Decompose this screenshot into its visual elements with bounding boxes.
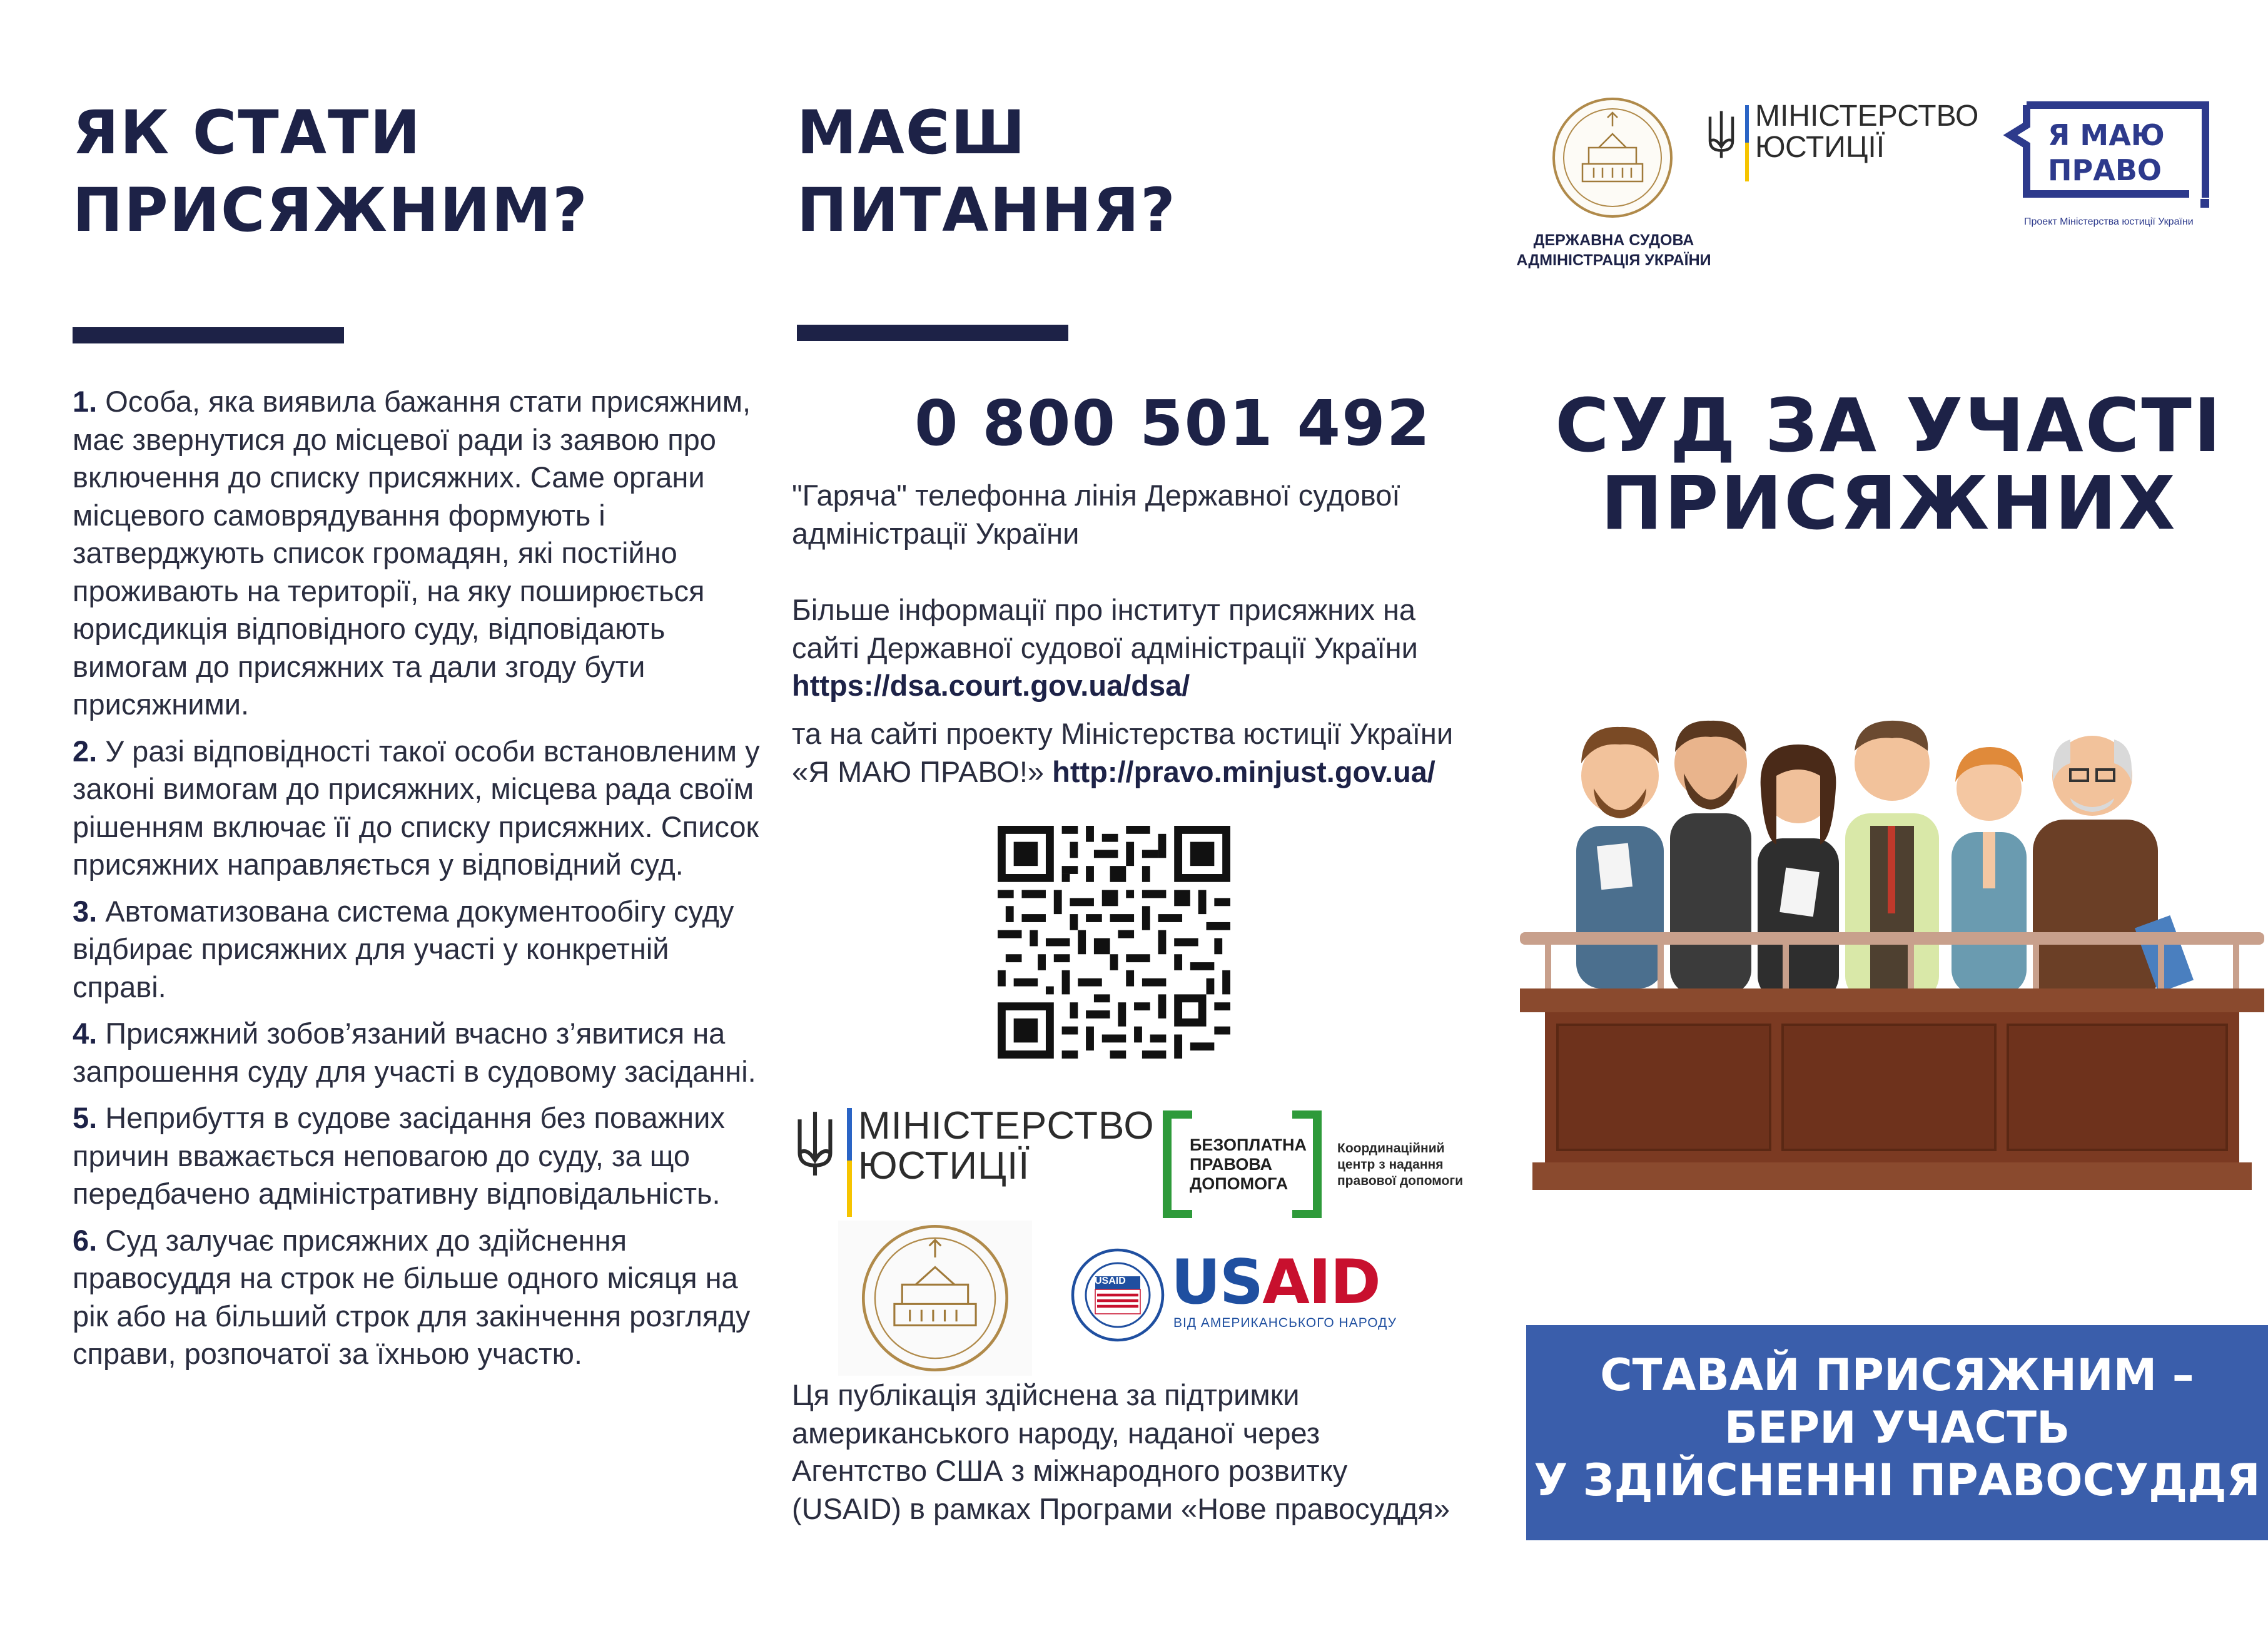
trident-icon xyxy=(1703,109,1740,160)
project-info-block: та на сайті проекту Міністерства юстиції України «Я МАЮ ПРАВО!» http://pravo.minjust.gov.ua/ xyxy=(792,717,1454,788)
minjust-logo-top xyxy=(1703,100,1984,181)
minjust-name-line2: ЮСТИЦІЇ xyxy=(858,1144,1030,1187)
list-item: 1. Особа, яка виявила бажання стати присяжним, має звернутися до місцевої ради із заявою про включення до списку присяжних. Саме органи місцевого самоврядування формують і затверджують список громадян, які постійно проживають на території, на яку поширюється юрисдикція відповідного суду, відповідають вимогам до присяжних та дали згоду бути присяжними. xyxy=(73,385,751,721)
legal-aid-caption: Координаційний центр з надання правової допомоги xyxy=(1337,1141,1463,1188)
dsa-seal-bottom-icon xyxy=(838,1220,1032,1376)
dsa-link[interactable]: https://dsa.court.gov.ua/dsa/ xyxy=(792,669,1190,702)
list-item: 5. Неприбуття в судове засідання без поважних причин вважається неповагою до суду, за що передбачено адміністративну відповідальність. xyxy=(73,1101,725,1210)
minjust-name-line1: МІНІСТЕРСТВО xyxy=(858,1104,1155,1147)
usaid-caption: ВІД АМЕРИКАНСЬКОГО НАРОДУ xyxy=(1173,1316,1397,1330)
more-info-block: Більше інформації про інститут присяжних на сайті Державної судової адміністрації України https://dsa.court.gov.ua/dsa/ xyxy=(792,591,1499,705)
hotline-phone[interactable]: 0 800 501 492 xyxy=(914,387,1432,460)
list-item: 4. Присяжний зобов’язаний вчасно з’явитися на запрошення суду для участі в судовому засіданні. xyxy=(73,1017,756,1088)
trident-icon xyxy=(789,1109,841,1178)
pravo-link[interactable]: http://pravo.minjust.gov.ua/ xyxy=(1052,755,1435,788)
middle-heading-line1: МАЄШ xyxy=(797,98,1026,168)
left-steps-list xyxy=(73,383,761,1382)
project-name: «Я МАЮ ПРАВО!» xyxy=(792,755,1053,788)
minjust-top-line2: ЮСТИЦІЇ xyxy=(1755,131,1885,164)
minjust-top-line1: МІНІСТЕРСТВО xyxy=(1755,99,1979,133)
juror-figures xyxy=(1576,721,2194,1007)
pravo-caption: Проект Міністерства юстиції України xyxy=(2024,216,2194,227)
cta-banner-line2: БЕРИ УЧАСТЬ xyxy=(1724,1402,2070,1453)
hero-title: СУД ЗА УЧАСТІ ПРИСЯЖНИХ xyxy=(1555,382,2223,546)
legal-aid-name: БЕЗОПЛАТНА ПРАВОВА ДОПОМОГА xyxy=(1190,1136,1307,1193)
list-item: 6. Суд залучає присяжних до здійснення правосуддя на строк не більше одного місяця на рік або на більший строк для закінчення розгляду справи, розпочатої за їхньою участю. xyxy=(73,1223,751,1370)
left-heading-underline xyxy=(73,327,344,343)
pravo-line1: Я МАЮ xyxy=(2048,118,2165,152)
minjust-logo-bottom xyxy=(789,1104,1155,1223)
usaid-seal-icon xyxy=(1071,1248,1165,1342)
dsa-seal-top-icon xyxy=(1550,95,1675,220)
middle-heading-underline xyxy=(797,325,1068,341)
dsa-caption: ДЕРЖАВНА СУДОВА АДМІНІСТРАЦІЯ УКРАЇНИ xyxy=(1516,231,1711,269)
jury-box-illustration xyxy=(1520,682,2264,1220)
cta-banner-line1: СТАВАЙ ПРИСЯЖНИМ – xyxy=(1600,1349,2194,1401)
usaid-seal-text: USAID xyxy=(1095,1276,1126,1286)
left-heading xyxy=(73,94,589,249)
middle-heading-line2: ПИТАННЯ? xyxy=(797,175,1177,245)
flag-stripe-icon xyxy=(1745,105,1749,143)
cta-banner xyxy=(1526,1325,2268,1540)
usaid-wordmark: USAID xyxy=(1171,1247,1380,1318)
pravo-logo xyxy=(2002,100,2214,225)
middle-heading xyxy=(797,94,1177,249)
list-item: 3. Автоматизована система документообігу суду відбирає присяжних для участі у конкретній справі. xyxy=(73,894,734,1004)
usaid-disclaimer: Ця публікація здійснена за підтримки американського народу, наданої через Агентство США з міжнародного розвитку (USAID) в рамках Програми «Нове правосуддя» xyxy=(792,1378,1450,1525)
left-heading-line2: ПРИСЯЖНИМ? xyxy=(73,175,589,245)
flag-stripe-icon xyxy=(847,1108,852,1161)
hotline-description: "Гаряча" телефонна лінія Державної судової адміністрації України xyxy=(792,479,1400,550)
usaid-logo xyxy=(1071,1248,1409,1342)
left-heading-line1: ЯК СТАТИ xyxy=(73,98,422,168)
flag-stripe-yellow-icon xyxy=(847,1161,852,1217)
pravo-line2: ПРАВО xyxy=(2048,153,2162,187)
qr-code[interactable] xyxy=(998,826,1230,1059)
list-item: 2. У разі відповідності такої особи встановленим у законі вимогам до присяжних, місцева рада своїм рішенням включає її до списку присяжних. Список присяжних направляється у відповідний суд. xyxy=(73,734,760,881)
legal-aid-logo xyxy=(1162,1110,1512,1223)
flag-stripe-yellow-icon xyxy=(1745,143,1749,181)
cta-banner-line3: У ЗДІЙСНЕННІ ПРАВОСУДДЯ xyxy=(1534,1455,2260,1506)
